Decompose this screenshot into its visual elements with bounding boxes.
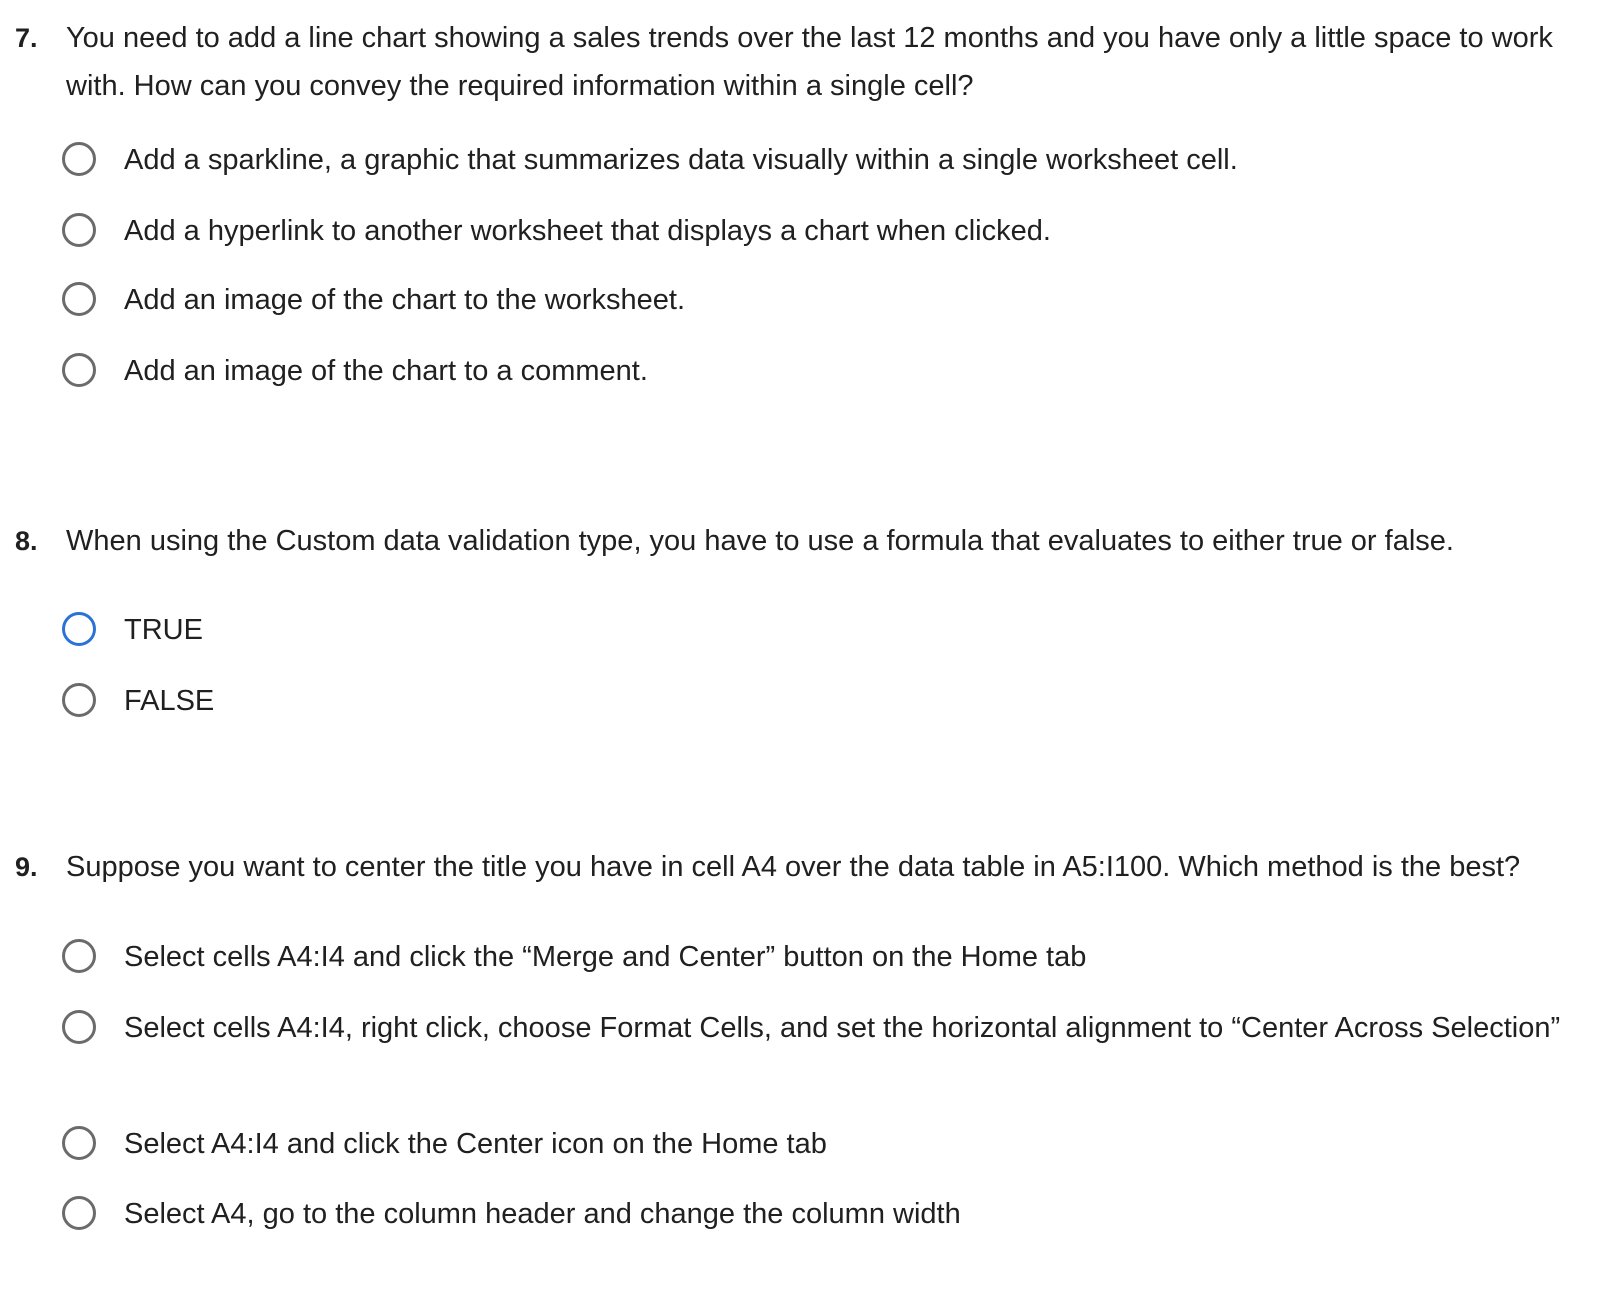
option-label: TRUE — [124, 614, 203, 646]
question-8 — [0, 517, 1620, 717]
question-text: When using the Custom data validation type, you have to use a formula that evaluates to either true or false. — [66, 525, 1454, 557]
question-7-header — [0, 14, 1620, 110]
question-9-header — [0, 843, 1620, 891]
option-label: Add a sparkline, a graphic that summarizes data visually within a single worksheet cell. — [124, 144, 1238, 176]
radio-button-icon[interactable] — [62, 939, 96, 973]
radio-button-icon[interactable] — [62, 1126, 96, 1160]
radio-button-icon[interactable] — [62, 612, 96, 646]
option-q9-d[interactable] — [62, 1190, 1580, 1238]
option-q8-true[interactable] — [62, 606, 1580, 654]
question-text: Suppose you want to center the title you have in cell A4 over the data table in A5:I100. Which method is the best? — [66, 851, 1521, 883]
option-q9-b[interactable] — [62, 1004, 1580, 1052]
radio-button-icon[interactable] — [62, 282, 96, 316]
question-number: 9. — [15, 852, 38, 882]
radio-button-icon[interactable] — [62, 213, 96, 247]
option-label: Add a hyperlink to another worksheet that displays a chart when clicked. — [124, 215, 1051, 247]
question-7 — [0, 14, 1620, 387]
radio-button-icon[interactable] — [62, 1196, 96, 1230]
option-q7-b[interactable] — [62, 207, 1580, 255]
question-text: You need to add a line chart showing a sales trends over the last 12 months and you have only a little space to work with. How can you convey the required information within a single cell? — [66, 22, 1553, 102]
option-q7-c[interactable] — [62, 276, 1580, 324]
option-label: Select cells A4:I4 and click the “Merge and Center” button on the Home tab — [124, 941, 1087, 973]
radio-button-icon[interactable] — [62, 683, 96, 717]
radio-button-icon[interactable] — [62, 1010, 96, 1044]
option-q7-a[interactable] — [62, 136, 1580, 184]
option-label: Select A4:I4 and click the Center icon on the Home tab — [124, 1128, 827, 1160]
option-label: FALSE — [124, 685, 215, 717]
question-number: 7. — [15, 23, 38, 53]
option-label: Select cells A4:I4, right click, choose Format Cells, and set the horizontal alignment to “Center Across Selection” — [124, 1012, 1561, 1044]
radio-button-icon[interactable] — [62, 353, 96, 387]
option-label: Add an image of the chart to a comment. — [124, 355, 648, 387]
option-label: Add an image of the chart to the worksheet. — [124, 284, 685, 316]
question-number: 8. — [15, 526, 38, 556]
option-q8-false[interactable] — [62, 677, 1580, 725]
question-9 — [0, 843, 1620, 1230]
option-q9-a[interactable] — [62, 933, 1580, 981]
radio-button-icon[interactable] — [62, 142, 96, 176]
option-q7-d[interactable] — [62, 347, 1580, 395]
option-q9-c[interactable] — [62, 1120, 1580, 1168]
option-label: Select A4, go to the column header and change the column width — [124, 1198, 961, 1230]
question-8-header — [0, 517, 1620, 565]
